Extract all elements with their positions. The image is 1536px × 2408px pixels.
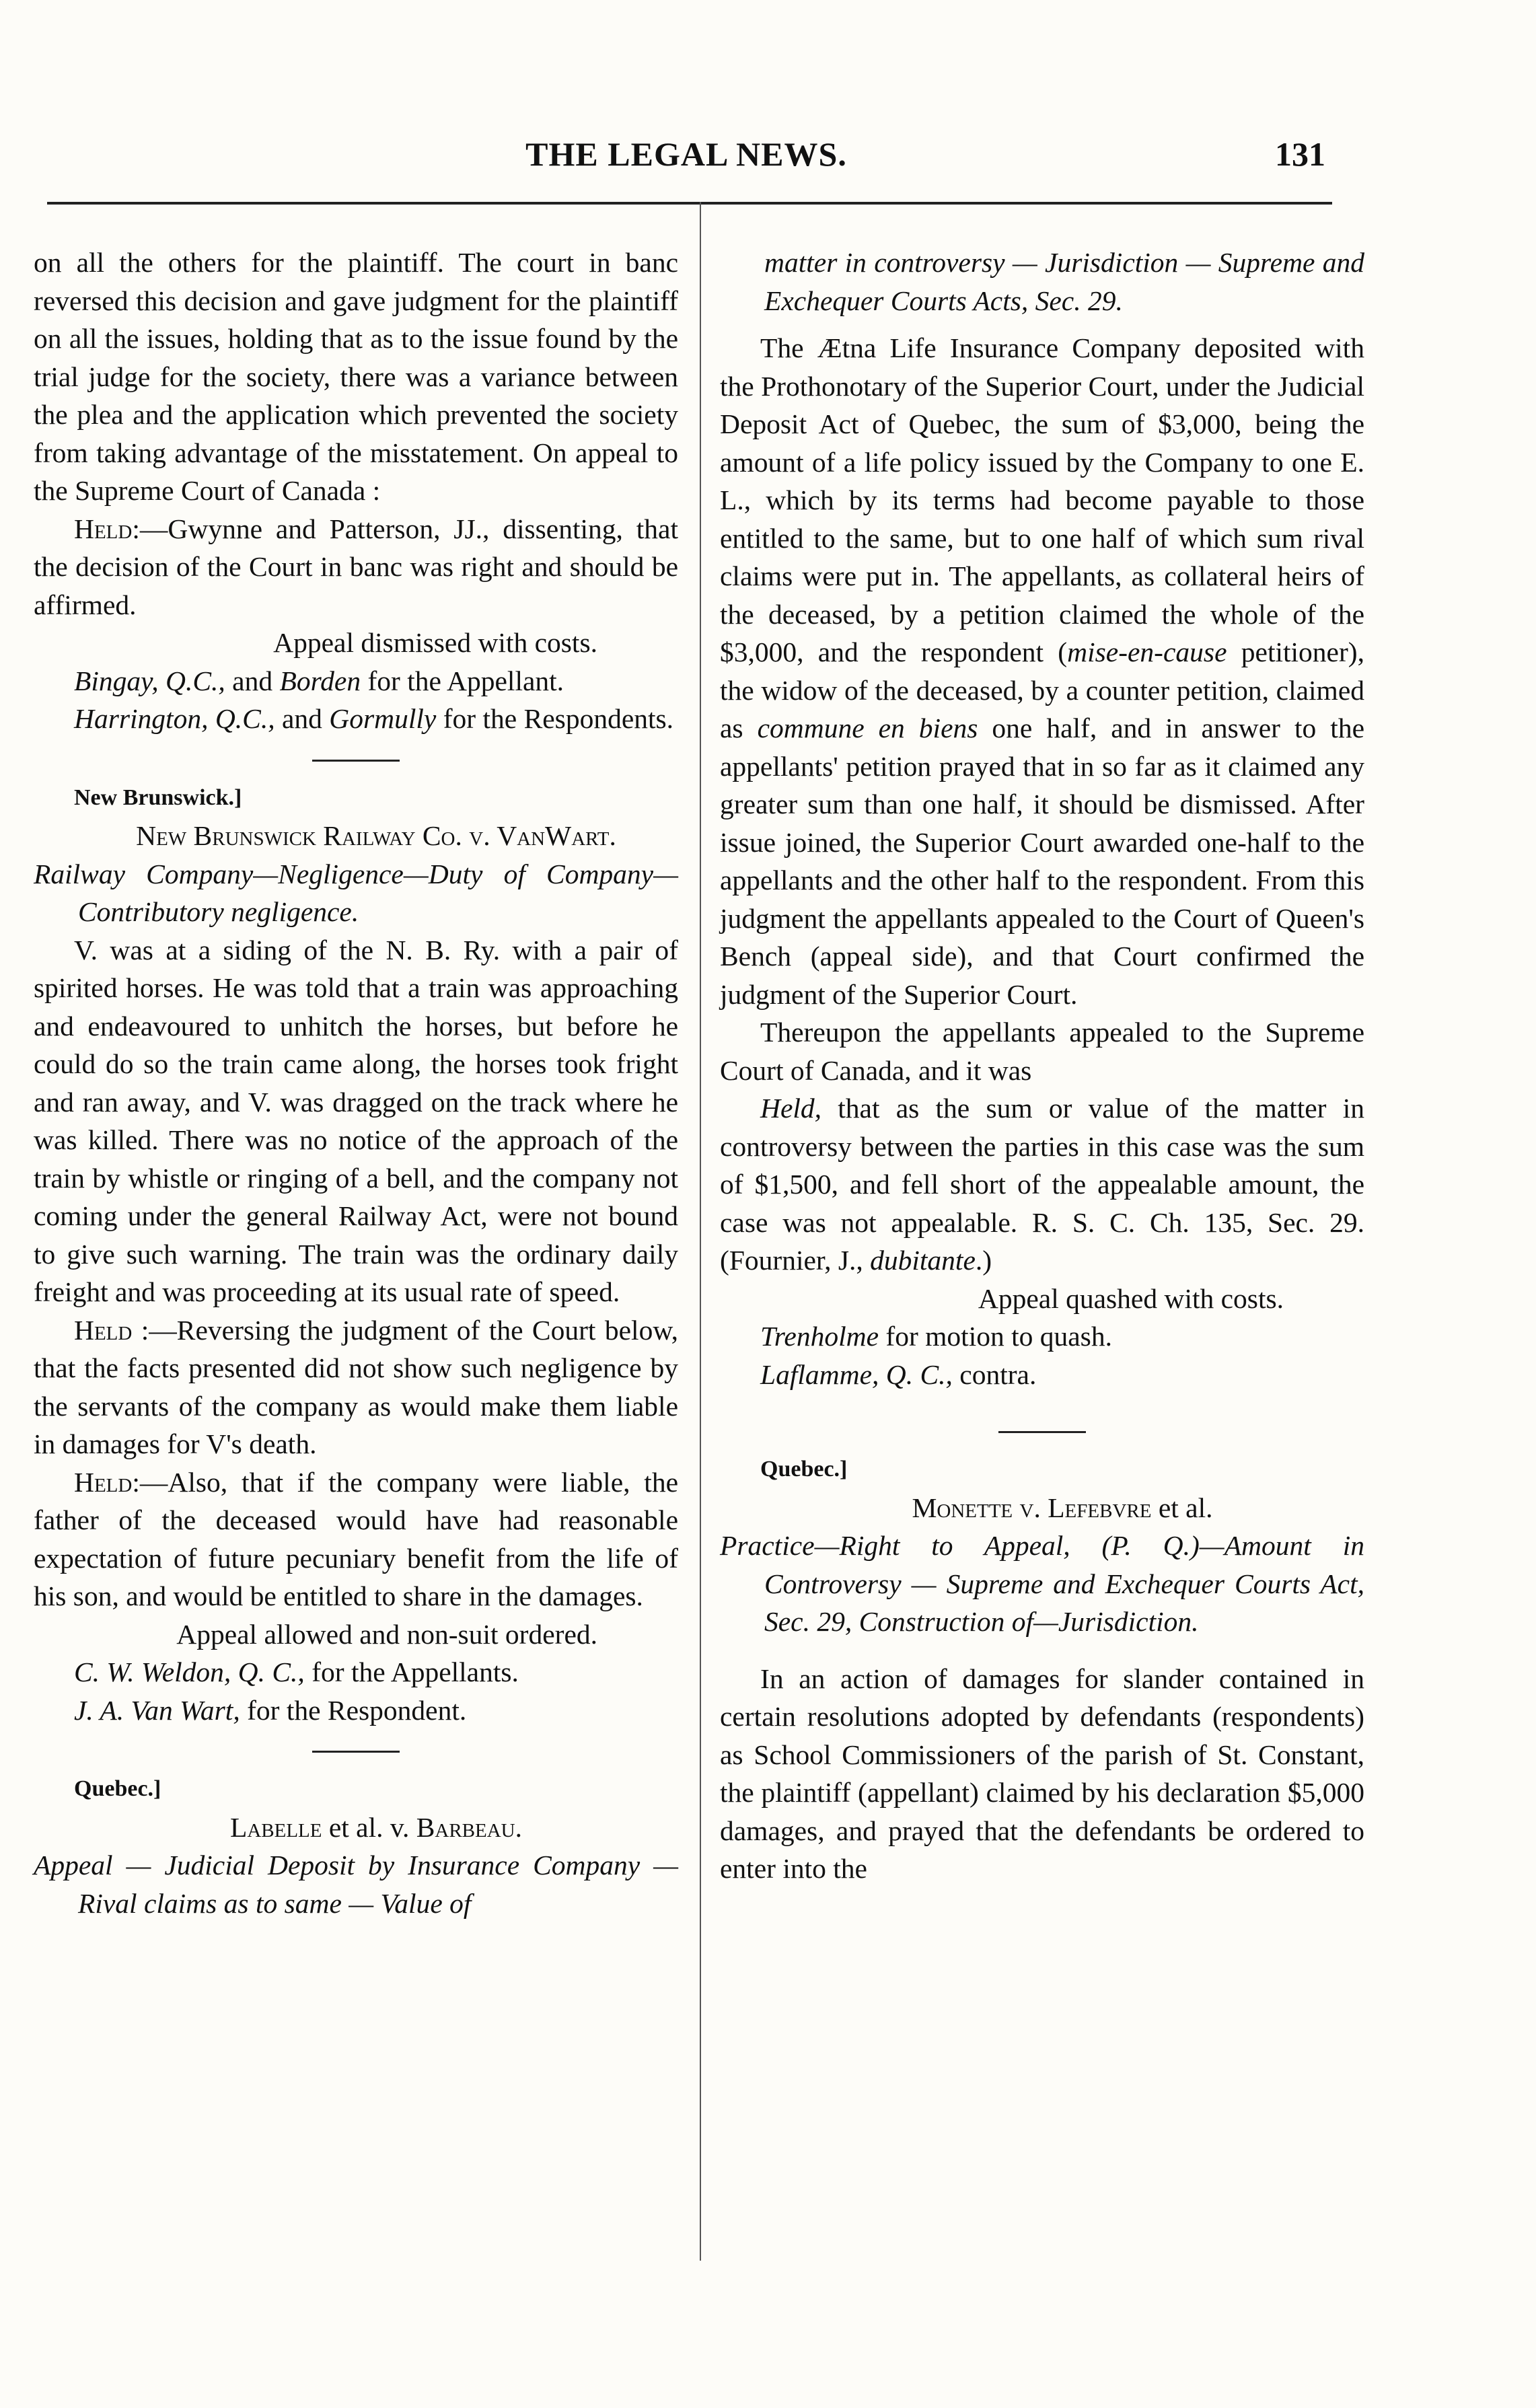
case-title: New Brunswick Railway Co. v. VanWart.: [136, 820, 616, 851]
counsel-line: [720, 1356, 1364, 1394]
counsel-name: Borden: [279, 665, 361, 696]
counsel-text: for the Respondents.: [436, 703, 674, 734]
counsel-name: J. A. Van Wart,: [74, 1694, 240, 1726]
case-separator: [998, 1431, 1086, 1433]
counsel-text: for the Respondent.: [240, 1694, 467, 1726]
counsel-text: and: [225, 665, 280, 696]
court-label: New Brunswick.]: [74, 785, 242, 810]
latin-term: mise-en-cause: [1067, 636, 1227, 667]
counsel-name: Gormully: [329, 703, 437, 734]
headnote: Railway Company—Negligence—Duty of Company—Contributory negligence.: [34, 858, 678, 927]
counsel-name: Harrington, Q.C.,: [74, 703, 275, 734]
counsel-name: Bingay, Q.C.,: [74, 665, 225, 696]
case-separator: [312, 760, 400, 762]
counsel-line: [34, 1653, 678, 1691]
counsel-name: C. W. Weldon, Q. C.,: [74, 1656, 305, 1687]
headnote-continued: matter in controversy — Jurisdiction — Supreme and Exchequer Courts Acts, Sec. 29.: [764, 247, 1364, 316]
running-title: THE LEGAL NEWS.: [525, 135, 847, 173]
paragraph: In an action of damages for slander contained in certain resolutions adopted by defendants (respondents) as School Commissioners of the parish of St. Constant, the plaintiff (appellant) claimed by his declaration $5,000 damages, and prayed that the defendants be ordered to enter into the: [720, 1663, 1364, 1884]
counsel-line: [34, 662, 678, 700]
headnote: Practice—Right to Appeal, (P. Q.)—Amount in Controversy — Supreme and Exchequer Courts Act, Sec. 29, Construction of—Jurisdiction.: [720, 1530, 1364, 1637]
case-title-text: et al.: [1151, 1492, 1213, 1523]
paragraph: Thereupon the appellants appealed to the Supreme Court of Canada, and it was: [720, 1017, 1364, 1086]
party-name: Labelle: [229, 1811, 322, 1843]
counsel-name: Laflamme, Q. C.,: [760, 1358, 953, 1390]
counsel-line: [34, 1691, 678, 1730]
counsel-text: for the Appellant.: [361, 665, 564, 696]
counsel-line: [34, 700, 678, 738]
held-label: Held: [74, 513, 133, 544]
paragraph-text: one half, and in answer to the appellants' petition prayed that in so far as it claimed any greater sum than one half, it should be dismissed. After issue joined, the Superior Court awarded one-half to the appellants and the other half to the respondent. From this judgment the appellants appealed to the Court of Queen's Bench (appeal side), and that Court confirmed the judgment of the Superior Court.: [720, 713, 1364, 1010]
disposition: Appeal dismissed with costs.: [273, 627, 597, 658]
disposition: Appeal quashed with costs.: [978, 1282, 1284, 1314]
paragraph-text: petitioner), the widow of the deceased, by a counter petition, claimed as: [720, 636, 1364, 743]
holding: [34, 1463, 678, 1615]
holding: [34, 510, 678, 624]
held-text: :—Also, that if the company were liable, the father of the deceased would have had reasonable expectation of future pecuniary benefit from the life of his son, and would be entitled to share in the damages.: [34, 1466, 678, 1611]
paragraph-text: The Ætna Life Insurance Company deposited with the Prothonotary of the Superior Court, under the Judicial Deposit Act of Quebec, the sum of $3,000, being the amount of a life policy issued by the Company to one E. L., which by its terms had become payable to those entitled to the same, but to one half of which sum rival claims were put in. The appellants, as collateral heirs of the deceased, by a petition claimed the whole of the $3,000, and the respondent (: [720, 332, 1364, 667]
counsel-text: contra.: [952, 1358, 1037, 1390]
holding: [720, 1089, 1364, 1280]
party-name: Barbeau.: [416, 1811, 522, 1843]
case-title-text: et al. v.: [322, 1811, 416, 1843]
paragraph: [720, 329, 1364, 1013]
counsel-line: [720, 1317, 1364, 1356]
latin-term: dubitante: [870, 1245, 976, 1276]
page-number: 131: [1275, 135, 1325, 173]
page-header: [47, 135, 1325, 182]
held-text: :—Reversing the judgment of the Court below, that the facts presented did not show such negligence by the servants of the company as would make them liable in damages for V's death.: [34, 1314, 678, 1459]
disposition: Appeal allowed and non-suit ordered.: [176, 1618, 597, 1650]
spacer: [720, 1641, 1364, 1660]
case-title: [720, 1489, 1364, 1527]
held-label: Held: [74, 1314, 133, 1346]
headnote: Appeal — Judicial Deposit by Insurance Company — Rival claims as to same — Value of: [34, 1850, 678, 1919]
paragraph: on all the others for the plaintiff. The court in banc reversed this decision and gave judgment for the plaintiff on all the issues, holding that as to the issue found by the trial judge for the society, there was a variance between the plea and the application which prevented the society from taking advantage of the misstatement. On appeal to the Supreme Court of Canada :: [34, 247, 678, 506]
held-label: Held,: [760, 1093, 822, 1124]
counsel-text: for the Appellants.: [304, 1656, 519, 1687]
latin-term: commune en biens: [757, 713, 978, 743]
held-text: :—Gwynne and Patterson, JJ., dissenting, that the decision of the Court in banc was right and should be affirmed.: [34, 513, 678, 620]
counsel-name: Trenholme: [760, 1321, 879, 1352]
case-title: [34, 1809, 678, 1847]
court-label: Quebec.]: [74, 1776, 161, 1801]
paragraph: V. was at a siding of the N. B. Ry. with a pair of spirited horses. He was told that a train was approaching and endeavoured to unhitch the horses, but before he could do so the train came along, the horses took fright and ran away, and V. was dragged on the track where he was killed. There was no notice of the approach of the train by whistle or ringing of a bell, and the company not coming under the general Railway Act, were not bound to give such warning. The train was the ordinary daily freight and was proceeding at its usual rate of speed.: [34, 934, 678, 1307]
column-divider: [700, 202, 701, 2261]
held-text: that as the sum or value of the matter in controversy between the parties in this case was the sum of $1,500, and fell short of the appealable amount, the case was not appealable. R. S. C. Ch. 135, Sec. 29. (Fournier, J.,: [720, 1093, 1364, 1276]
party-name: Monette v. Lefebvre: [912, 1492, 1152, 1523]
header-rule: [47, 202, 1332, 205]
right-column: [720, 244, 1364, 1888]
court-label: Quebec.]: [760, 1457, 848, 1482]
left-column: [34, 244, 678, 1922]
holding: [34, 1311, 678, 1463]
counsel-text: and: [275, 703, 330, 734]
held-text: .): [975, 1245, 992, 1276]
case-separator: [312, 1751, 400, 1753]
counsel-text: for motion to quash.: [879, 1321, 1112, 1352]
held-label: Held: [74, 1466, 133, 1498]
